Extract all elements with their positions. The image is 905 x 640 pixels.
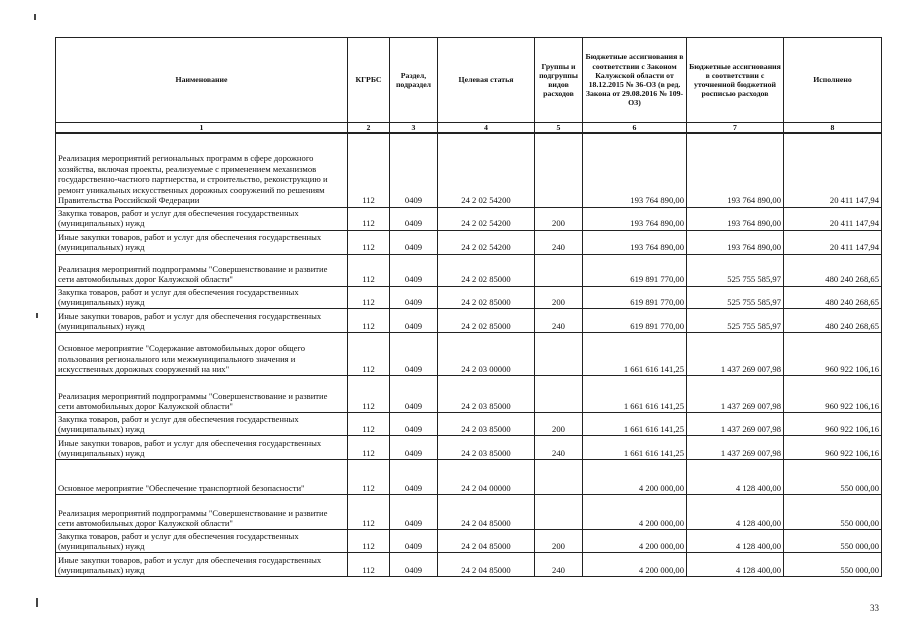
row-executed: 20 411 147,94	[784, 230, 882, 254]
row-name: Реализация мероприятий региональных программ в сфере дорожного хозяйства, включая проекты, реализуемые с применением механизмов государственно-частного партнерства, и строительство, реконструкцию и ремонт уникальных искусственных дорожных сооружений по решениям Правительства Российской Федерации	[56, 133, 348, 207]
scan-mark-top	[34, 14, 36, 20]
row-expense-group: 240	[535, 436, 583, 460]
row-target-article: 24 2 04 00000	[438, 460, 535, 495]
column-number: 7	[687, 123, 784, 134]
row-expense-group: 200	[535, 207, 583, 230]
row-target-article: 24 2 03 85000	[438, 436, 535, 460]
table-row	[56, 286, 882, 309]
row-executed: 550 000,00	[784, 495, 882, 530]
row-name: Закупка товаров, работ и услуг для обеспечения государственных (муниципальных) нужд	[56, 286, 348, 309]
row-executed: 960 922 106,16	[784, 436, 882, 460]
row-section: 0409	[390, 254, 438, 286]
row-name: Основное мероприятие "Содержание автомобильных дорог общего пользования регионального или межмуниципального значения и искусственных дорожных сооружений на них"	[56, 333, 348, 376]
table-row	[56, 436, 882, 460]
row-name: Иные закупки товаров, работ и услуг для обеспечения государственных (муниципальных) нужд	[56, 309, 348, 333]
row-law-allocation: 619 891 770,00	[583, 286, 687, 309]
row-executed: 550 000,00	[784, 553, 882, 577]
row-section: 0409	[390, 460, 438, 495]
row-kgrbs: 112	[348, 460, 390, 495]
row-section: 0409	[390, 495, 438, 530]
row-name: Иные закупки товаров, работ и услуг для обеспечения государственных (муниципальных) нужд	[56, 436, 348, 460]
row-kgrbs: 112	[348, 333, 390, 376]
row-refined-allocation: 193 764 890,00	[687, 207, 784, 230]
row-executed: 960 922 106,16	[784, 376, 882, 413]
header-expense-groups: Группы и подгруппы видов расходов	[535, 38, 583, 123]
row-kgrbs: 112	[348, 286, 390, 309]
row-law-allocation: 619 891 770,00	[583, 309, 687, 333]
row-target-article: 24 2 04 85000	[438, 553, 535, 577]
row-section: 0409	[390, 530, 438, 553]
row-target-article: 24 2 02 54200	[438, 230, 535, 254]
row-refined-allocation: 4 128 400,00	[687, 495, 784, 530]
row-executed: 480 240 268,65	[784, 286, 882, 309]
row-refined-allocation: 1 437 269 007,98	[687, 333, 784, 376]
row-law-allocation: 1 661 616 141,25	[583, 413, 687, 436]
row-kgrbs: 112	[348, 530, 390, 553]
row-section: 0409	[390, 553, 438, 577]
table-row	[56, 376, 882, 413]
row-refined-allocation: 525 755 585,97	[687, 286, 784, 309]
row-target-article: 24 2 02 54200	[438, 133, 535, 207]
row-refined-allocation: 1 437 269 007,98	[687, 436, 784, 460]
table-row	[56, 207, 882, 230]
row-executed: 550 000,00	[784, 530, 882, 553]
row-refined-allocation: 4 128 400,00	[687, 553, 784, 577]
page-number: 33	[870, 603, 879, 613]
row-target-article: 24 2 02 54200	[438, 207, 535, 230]
row-refined-allocation: 193 764 890,00	[687, 133, 784, 207]
row-kgrbs: 112	[348, 133, 390, 207]
row-section: 0409	[390, 309, 438, 333]
row-expense-group: 200	[535, 413, 583, 436]
header-law-allocations: Бюджетные ассигнования в соответствии с Законом Калужской области от 18.12.2015 № 36-ОЗ (в ред. Закона от 29.08.2016 № 109-ОЗ)	[583, 38, 687, 123]
column-number: 4	[438, 123, 535, 134]
row-expense-group: 240	[535, 553, 583, 577]
scan-mark-bottom	[36, 598, 38, 607]
header-row	[56, 38, 882, 123]
row-section: 0409	[390, 413, 438, 436]
row-name: Закупка товаров, работ и услуг для обеспечения государственных (муниципальных) нужд	[56, 413, 348, 436]
row-name: Реализация мероприятий подпрограммы "Совершенствование и развитие сети автомобильных дорог Калужской области"	[56, 495, 348, 530]
row-name: Реализация мероприятий подпрограммы "Совершенствование и развитие сети автомобильных дорог Калужской области"	[56, 376, 348, 413]
row-kgrbs: 112	[348, 413, 390, 436]
table-row	[56, 230, 882, 254]
row-target-article: 24 2 04 85000	[438, 495, 535, 530]
row-kgrbs: 112	[348, 207, 390, 230]
budget-table	[55, 37, 882, 577]
row-law-allocation: 4 200 000,00	[583, 495, 687, 530]
column-number: 2	[348, 123, 390, 134]
column-number-row	[56, 123, 882, 134]
row-refined-allocation: 525 755 585,97	[687, 309, 784, 333]
row-refined-allocation: 193 764 890,00	[687, 230, 784, 254]
row-name: Реализация мероприятий подпрограммы "Совершенствование и развитие сети автомобильных дорог Калужской области"	[56, 254, 348, 286]
header-kgrbs: КГРБС	[348, 38, 390, 123]
scan-mark-middle	[36, 313, 38, 318]
row-expense-group	[535, 495, 583, 530]
row-executed: 550 000,00	[784, 460, 882, 495]
row-target-article: 24 2 04 85000	[438, 530, 535, 553]
table-row	[56, 333, 882, 376]
row-executed: 20 411 147,94	[784, 133, 882, 207]
row-expense-group: 200	[535, 530, 583, 553]
row-section: 0409	[390, 230, 438, 254]
row-kgrbs: 112	[348, 436, 390, 460]
column-number: 1	[56, 123, 348, 134]
header-section: Раздел, подраздел	[390, 38, 438, 123]
row-refined-allocation: 1 437 269 007,98	[687, 413, 784, 436]
table-row	[56, 495, 882, 530]
row-target-article: 24 2 02 85000	[438, 309, 535, 333]
row-section: 0409	[390, 207, 438, 230]
row-law-allocation: 4 200 000,00	[583, 553, 687, 577]
row-target-article: 24 2 02 85000	[438, 286, 535, 309]
row-expense-group: 240	[535, 309, 583, 333]
row-name: Закупка товаров, работ и услуг для обеспечения государственных (муниципальных) нужд	[56, 207, 348, 230]
row-executed: 480 240 268,65	[784, 309, 882, 333]
table-row	[56, 254, 882, 286]
column-number: 5	[535, 123, 583, 134]
row-section: 0409	[390, 286, 438, 309]
row-refined-allocation: 1 437 269 007,98	[687, 376, 784, 413]
row-law-allocation: 193 764 890,00	[583, 230, 687, 254]
row-law-allocation: 193 764 890,00	[583, 207, 687, 230]
row-section: 0409	[390, 376, 438, 413]
row-executed: 960 922 106,16	[784, 333, 882, 376]
column-number: 3	[390, 123, 438, 134]
row-law-allocation: 619 891 770,00	[583, 254, 687, 286]
row-expense-group	[535, 460, 583, 495]
header-executed: Исполнено	[784, 38, 882, 123]
row-law-allocation: 193 764 890,00	[583, 133, 687, 207]
row-executed: 480 240 268,65	[784, 254, 882, 286]
row-kgrbs: 112	[348, 553, 390, 577]
row-section: 0409	[390, 133, 438, 207]
row-executed: 960 922 106,16	[784, 413, 882, 436]
row-target-article: 24 2 03 00000	[438, 333, 535, 376]
row-kgrbs: 112	[348, 376, 390, 413]
row-expense-group: 240	[535, 230, 583, 254]
header-refined-allocations: Бюджетные ассигнования в соответствии с уточненной бюджетной росписью расходов	[687, 38, 784, 123]
table-row	[56, 133, 882, 207]
row-law-allocation: 1 661 616 141,25	[583, 333, 687, 376]
table-row	[56, 309, 882, 333]
table-row	[56, 530, 882, 553]
row-name: Иные закупки товаров, работ и услуг для обеспечения государственных (муниципальных) нужд	[56, 553, 348, 577]
header-target-article: Целевая статья	[438, 38, 535, 123]
row-law-allocation: 1 661 616 141,25	[583, 436, 687, 460]
row-refined-allocation: 525 755 585,97	[687, 254, 784, 286]
table-body	[56, 133, 882, 577]
row-law-allocation: 4 200 000,00	[583, 530, 687, 553]
column-number: 8	[784, 123, 882, 134]
row-target-article: 24 2 03 85000	[438, 413, 535, 436]
row-section: 0409	[390, 436, 438, 460]
row-expense-group	[535, 133, 583, 207]
header-name: Наименование	[56, 38, 348, 123]
column-number: 6	[583, 123, 687, 134]
row-target-article: 24 2 02 85000	[438, 254, 535, 286]
table-row	[56, 413, 882, 436]
row-name: Иные закупки товаров, работ и услуг для обеспечения государственных (муниципальных) нужд	[56, 230, 348, 254]
row-name: Основное мероприятие "Обеспечение транспортной безопасности"	[56, 460, 348, 495]
row-executed: 20 411 147,94	[784, 207, 882, 230]
row-kgrbs: 112	[348, 495, 390, 530]
row-law-allocation: 1 661 616 141,25	[583, 376, 687, 413]
row-refined-allocation: 4 128 400,00	[687, 530, 784, 553]
row-name: Закупка товаров, работ и услуг для обеспечения государственных (муниципальных) нужд	[56, 530, 348, 553]
row-expense-group: 200	[535, 286, 583, 309]
table-row	[56, 553, 882, 577]
row-kgrbs: 112	[348, 230, 390, 254]
row-kgrbs: 112	[348, 254, 390, 286]
row-kgrbs: 112	[348, 309, 390, 333]
row-refined-allocation: 4 128 400,00	[687, 460, 784, 495]
row-law-allocation: 4 200 000,00	[583, 460, 687, 495]
row-expense-group	[535, 333, 583, 376]
row-expense-group	[535, 376, 583, 413]
row-section: 0409	[390, 333, 438, 376]
table-row	[56, 460, 882, 495]
row-target-article: 24 2 03 85000	[438, 376, 535, 413]
row-expense-group	[535, 254, 583, 286]
